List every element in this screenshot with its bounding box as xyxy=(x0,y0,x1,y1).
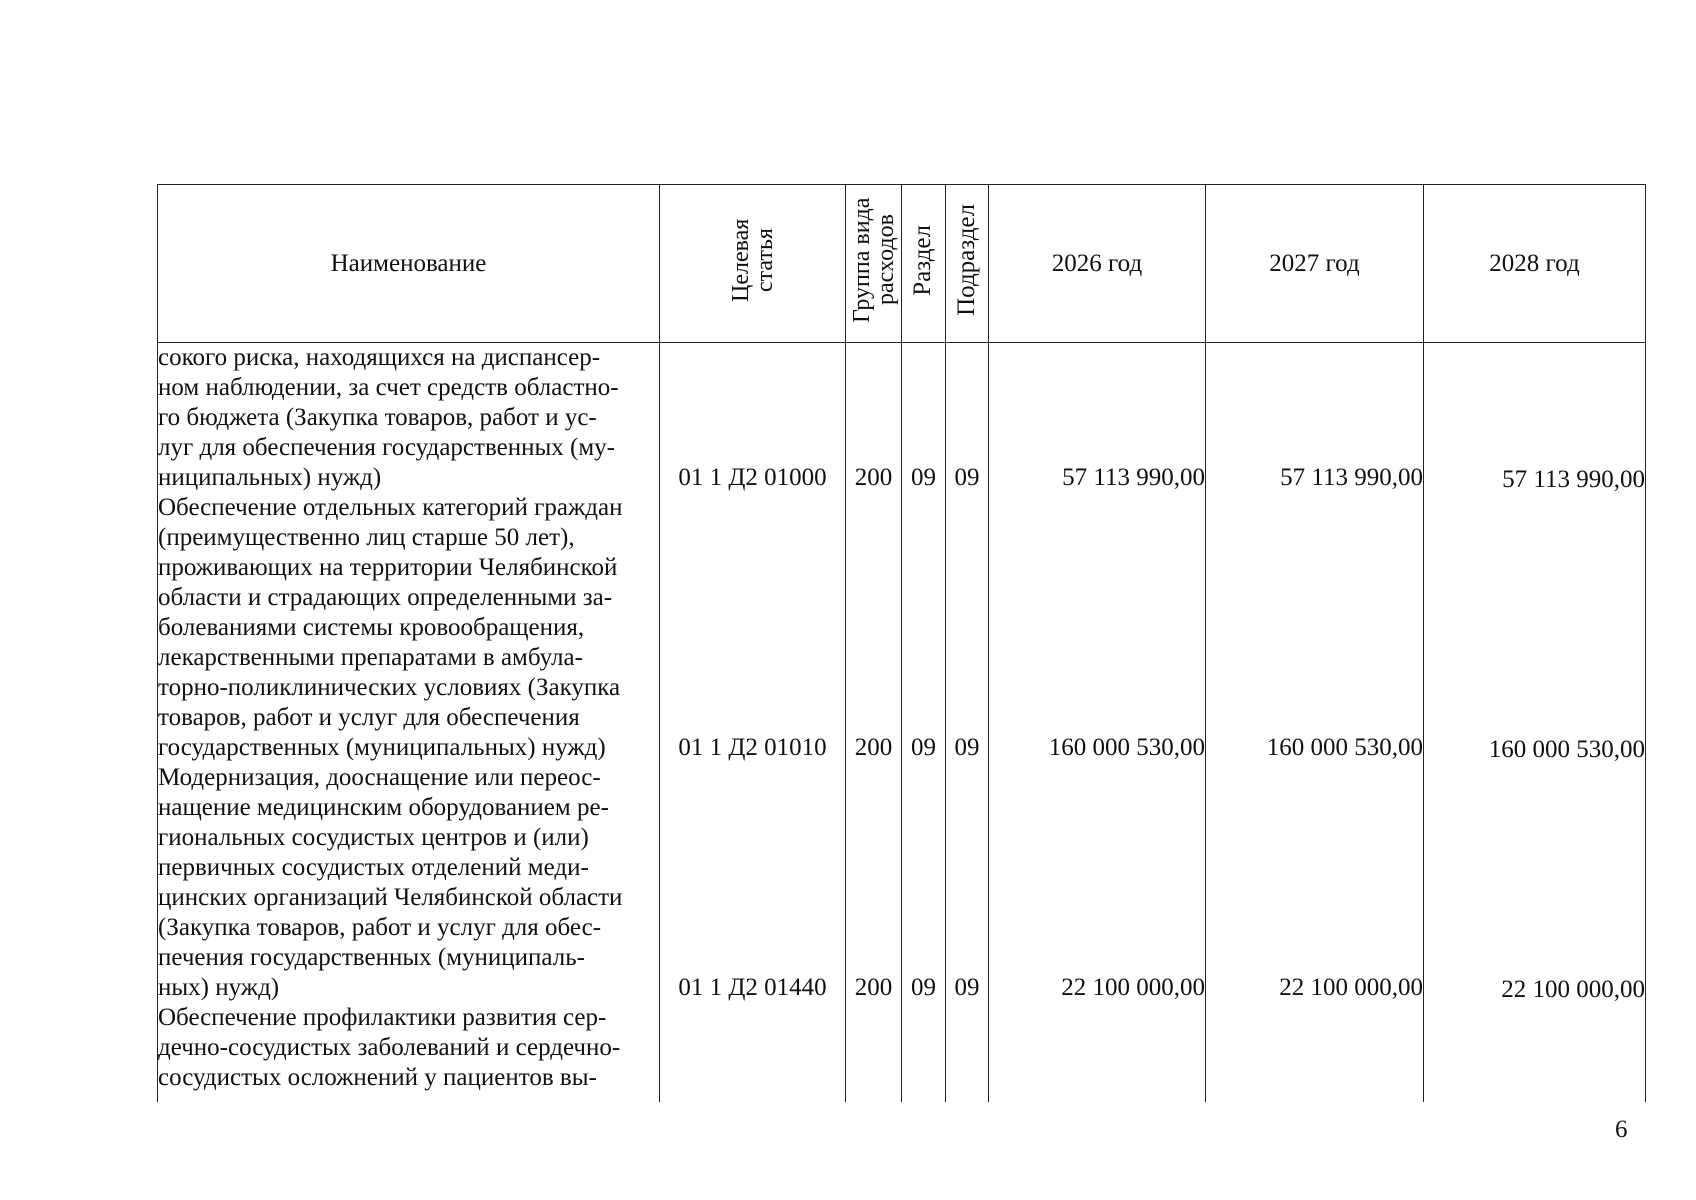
name-line: печения государственных (муниципаль- xyxy=(158,944,585,971)
target-article-value: 01 1 Д2 01440 xyxy=(678,974,827,1001)
header-2028: 2028 год xyxy=(1424,185,1646,343)
section-value: 09 xyxy=(911,464,936,491)
amount-2026-cell xyxy=(989,343,1206,1103)
header-target-article: Целевая статья xyxy=(660,185,846,343)
name-line: первичных сосудистых отделений меди- xyxy=(158,854,589,881)
amount-2027-value: 160 000 530,00 xyxy=(1266,734,1423,761)
name-line: сосудистых осложнений у пациентов вы- xyxy=(158,1064,597,1091)
target-article-cell xyxy=(660,343,846,1103)
header-2026: 2026 год xyxy=(989,185,1206,343)
table-header-row xyxy=(158,185,1646,343)
name-line: дечно-сосудистых заболеваний и сердечно- xyxy=(158,1034,621,1061)
section-value: 09 xyxy=(911,734,936,761)
amount-2026-value: 57 113 990,00 xyxy=(1062,464,1205,491)
name-line: Обеспечение отдельных категорий граждан xyxy=(158,494,623,521)
amount-2027-cell xyxy=(1206,343,1424,1103)
name-line: товаров, работ и услуг для обеспечения xyxy=(158,704,580,731)
name-line: лекарственными препаратами в амбула- xyxy=(158,644,583,671)
expense-group-cell xyxy=(846,343,902,1103)
name-line: (преимущественно лиц старше 50 лет), xyxy=(158,524,575,551)
name-cell xyxy=(158,343,660,1103)
name-line: торно-поликлинических условиях (Закупка xyxy=(158,674,621,701)
name-line: области и страдающих определенными за- xyxy=(158,584,613,611)
name-line: нащение медицинским оборудованием ре- xyxy=(158,794,609,821)
name-line: (Закупка товаров, работ и услуг для обес- xyxy=(158,914,602,941)
amount-2027-value: 22 100 000,00 xyxy=(1279,974,1423,1001)
header-subsection: Подраздел xyxy=(946,185,989,343)
name-line: государственных (муниципальных) нужд) xyxy=(158,734,606,761)
header-2027: 2027 год xyxy=(1206,185,1424,343)
target-article-value: 01 1 Д2 01010 xyxy=(678,734,827,761)
name-line: ниципальных) нужд) xyxy=(158,464,382,491)
expense-group-value: 200 xyxy=(854,974,893,1001)
subsection-value: 09 xyxy=(954,464,980,491)
expense-group-value: 200 xyxy=(854,464,893,491)
budget-table xyxy=(157,184,1646,1102)
table-body-row xyxy=(158,343,1646,1103)
name-line: болеваниями системы кровообращения, xyxy=(158,614,585,641)
expense-group-value: 200 xyxy=(854,734,893,761)
name-line: проживающих на территории Челябинской xyxy=(158,554,618,581)
amount-2028-value: 57 113 990,00 xyxy=(1502,466,1645,493)
target-article-value: 01 1 Д2 01000 xyxy=(678,464,827,491)
name-line: Обеспечение профилактики развития сер- xyxy=(158,1004,607,1031)
name-line: ном наблюдении, за счет средств областно- xyxy=(158,374,619,401)
name-line: сокого риска, находящихся на диспансер- xyxy=(158,344,601,371)
amount-2028-value: 160 000 530,00 xyxy=(1488,736,1645,763)
name-line: гиональных сосудистых центров и (или) xyxy=(158,824,589,851)
section-value: 09 xyxy=(911,974,936,1001)
amount-2026-value: 160 000 530,00 xyxy=(1048,734,1205,761)
header-expense-group: Группа вида расходов xyxy=(846,185,902,343)
amount-2026-value: 22 100 000,00 xyxy=(1061,974,1205,1001)
page-number: 6 xyxy=(1615,1116,1628,1143)
name-line: ных) нужд) xyxy=(158,974,280,1001)
section-cell xyxy=(902,343,946,1103)
subsection-value: 09 xyxy=(954,734,980,761)
name-line: го бюджета (Закупка товаров, работ и ус- xyxy=(158,404,597,431)
subsection-value: 09 xyxy=(954,974,980,1001)
name-line: Модернизация, дооснащение или переос- xyxy=(158,764,601,791)
name-line: цинских организаций Челябинской области xyxy=(158,884,623,911)
header-name: Наименование xyxy=(158,185,660,343)
amount-2028-cell xyxy=(1424,343,1646,1103)
amount-2027-value: 57 113 990,00 xyxy=(1280,464,1423,491)
header-section: Раздел xyxy=(902,185,946,343)
subsection-cell xyxy=(946,343,989,1103)
name-line: луг для обеспечения государственных (му- xyxy=(158,434,615,461)
amount-2028-value: 22 100 000,00 xyxy=(1501,976,1645,1003)
